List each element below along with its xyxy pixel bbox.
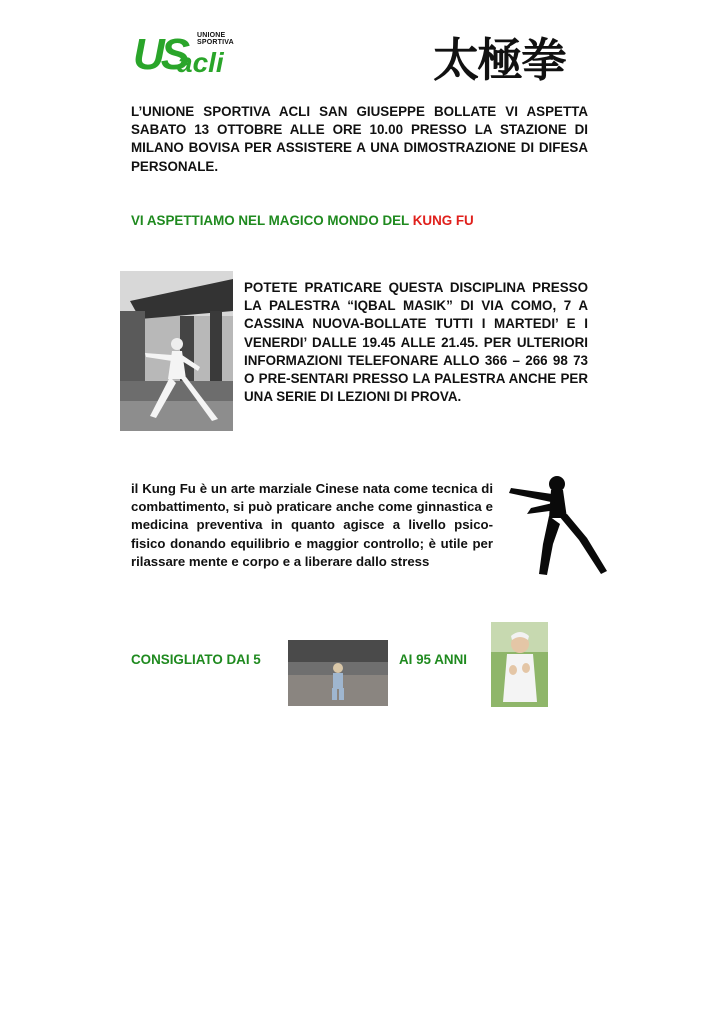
elderly-kungfu-photo: [491, 622, 548, 707]
kungfu-paragraph: il Kung Fu è un arte marziale Cinese nata come tecnica di combattimento, si può praticare anche come ginnastica e medicina preventiva in quanto agisce a livello psico-fisico donando equilibrio e maggior controllo; è utile per rilassare mente e corpo e a liberare dallo stress: [131, 481, 493, 569]
usacli-logo: [133, 30, 248, 80]
intro-paragraph: L’UNIONE SPORTIVA ACLI SAN GIUSEPPE BOLLATE VI ASPETTA SABATO 13 OTTOBRE ALLE ORE 10.00 PRESSO LA STAZIONE DI MILANO BOVISA PER ASSISTERE A UNA DIMOSTRAZIONE DI DIFESA PERSONALE.: [131, 104, 588, 174]
tai-chi-pagoda-photo: [120, 271, 233, 431]
elderly-man-image: [491, 622, 548, 707]
practice-paragraph: POTETE PRATICARE QUESTA DISCIPLINA PRESSO LA PALESTRA “IQBAL MASIK” DI VIA COMO, 7 A CASSINA NUOVA-BOLLATE TUTTI I MARTEDI’ E I VENERDI’ DALLE 19.45 ALLE 21.45. PER ULTERIORI INFORMAZIONI TELEFONARE ALLO 366 – 266 98 73 O PRE-SENTARI PRESSO LA PALESTRA ANCHE PER UNA SERIE DI LEZIONI DI PROVA.: [244, 280, 588, 405]
age-to-label: AI 95 ANNI: [399, 652, 467, 667]
tai-chi-pagoda-image: [120, 271, 233, 431]
child-image: [288, 640, 388, 706]
invite-highlight: KUNG FU: [412, 213, 474, 228]
logo-us-text: US: [133, 30, 187, 79]
logo-small-text: UNIONE SPORTIVA: [197, 32, 234, 46]
invite-prefix: VI ASPETTIAMO NEL MAGICO MONDO DEL: [131, 213, 409, 228]
kungfu-silhouette-icon: [505, 474, 607, 578]
tai-chi-chinese-title: 太極拳: [433, 33, 565, 87]
age-from-label: CONSIGLIATO DAI 5: [131, 652, 261, 667]
logo-acli-text: acli: [177, 47, 224, 78]
child-kungfu-photo: [288, 640, 388, 706]
invite-line: [131, 213, 474, 228]
